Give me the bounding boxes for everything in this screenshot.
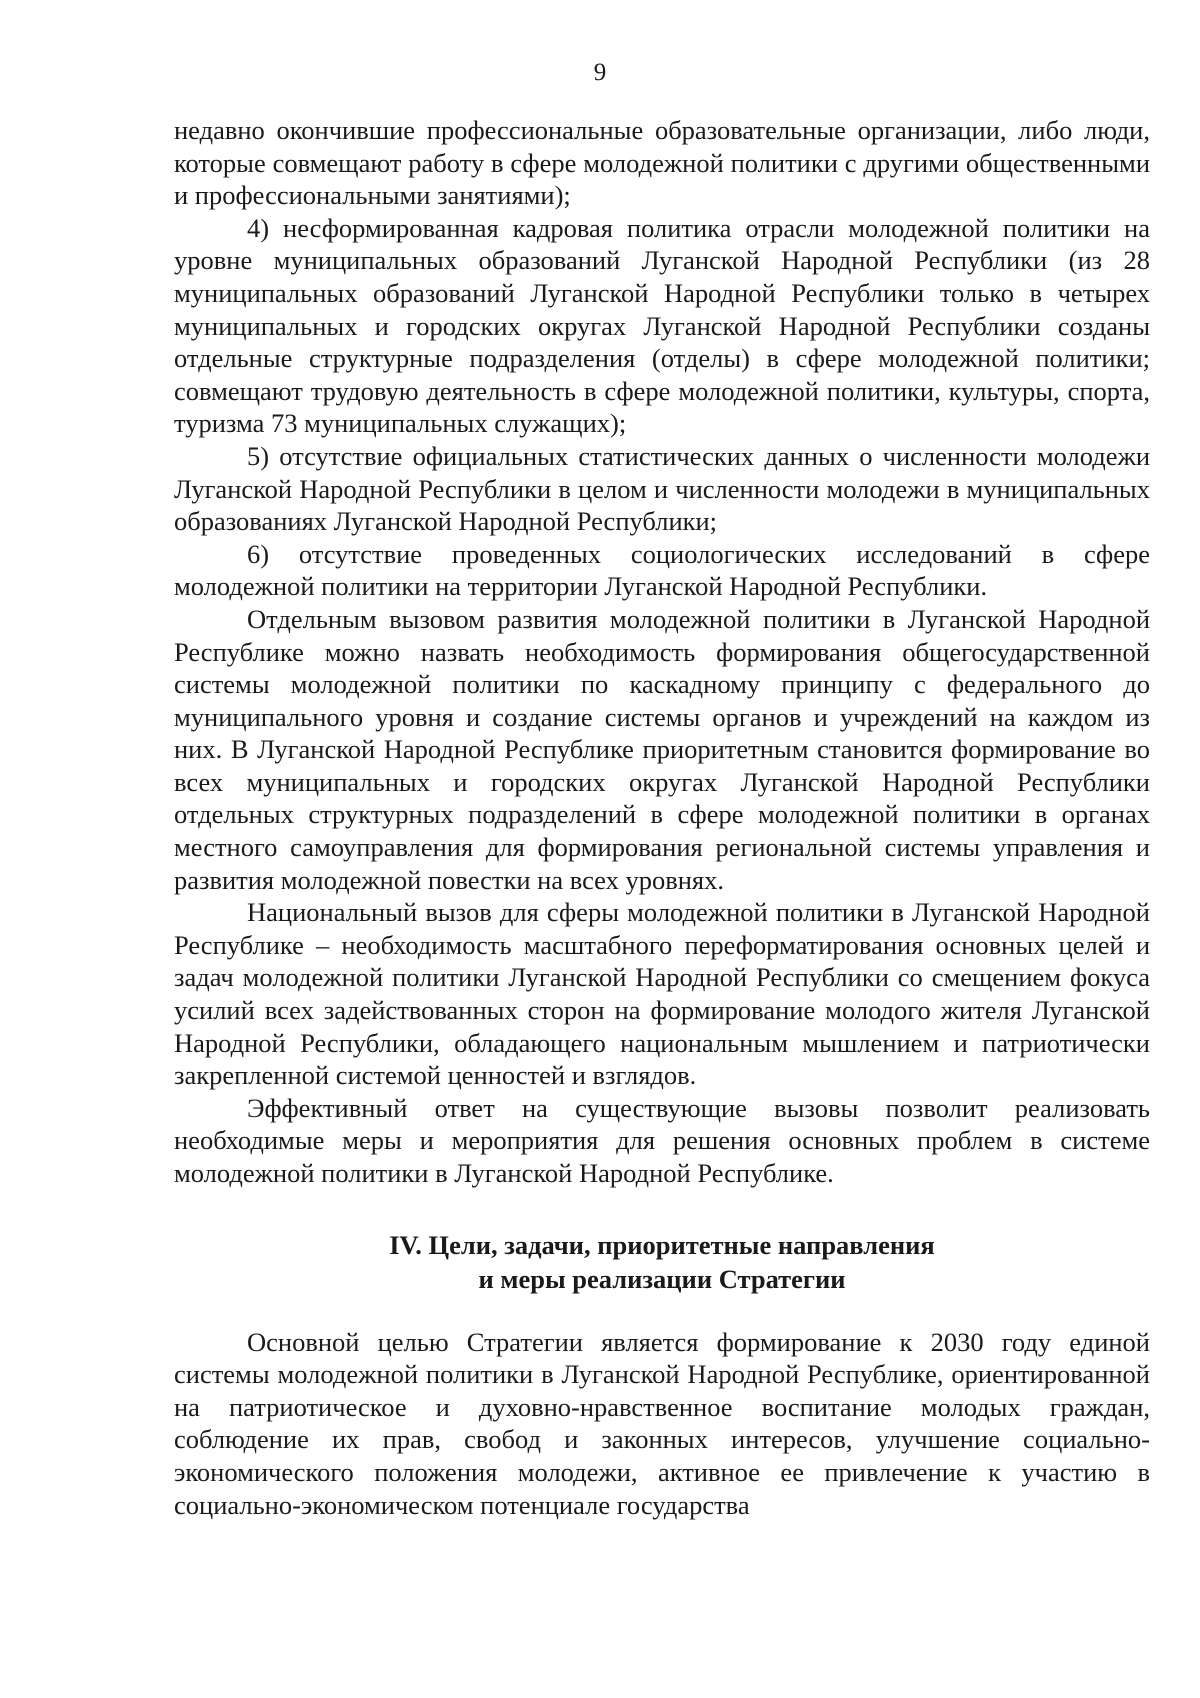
paragraph-continuation: недавно окончившие профессиональные образовательные организации, либо люди, которые совмещают работу в сфере молодежной политики с другими общественными и профессиональными занятиями); [174,115,1150,211]
page-number: 9 [593,59,607,86]
paragraph-national-challenge: Национальный вызов для сферы молодежной политики в Луганской Народной Республике – необходимость масштабного переформатирования основных целей и задач молодежной политики Луганской Народной Республики со смещением фокуса усилий всех задействованных сторон на формирование молодого жителя Луганской Народной Республики, обладающего национальным мышлением и патриотически закрепленной системой ценностей и взглядов. [174,897,1150,1091]
document-body [174,114,1150,1521]
paragraph-item-5: 5) отсутствие официальных статистических данных о численности молодежи Луганской Народной Республики в целом и численности молодежи в муниципальных образованиях Луганской Народной Республики; [174,440,1150,537]
section-heading [174,1228,1150,1296]
paragraph-effective-response: Эффективный ответ на существующие вызовы позволит реализовать необходимые меры и мероприятия для решения основных проблем в системе молодежной политики в Луганской Народной Республике. [174,1092,1150,1188]
paragraph-main-goal: Основной целью Стратегии является формирование к 2030 году единой системы молодежной политики в Луганской Народной Республике, ориентированной на патриотическое и духовно-нравственное воспитание молодых граждан, соблюдение их прав, свобод и законных интересов, улучшение социально-экономического положения молодежи, активное ее привлечение к участию в социально-экономическом потенциале государства [174,1326,1150,1520]
section-heading-line-1: IV. Цели, задачи, приоритетные направления [389,1229,935,1260]
paragraph-separate-challenge: Отдельным вызовом развития молодежной политики в Луганской Народной Республике можно назвать необходимость формирования общегосударственной системы молодежной политики по каскадному принципу с федерального до муниципального уровня и создание системы органов и учреждений на каждом из них. В Луганской Народной Республике приоритетным становится формирование во всех муниципальных и городских округах Луганской Народной Республики отдельных структурных подразделений в сфере молодежной политики в органах местного самоуправления для формирования региональной системы управления и развития молодежной повестки на всех уровнях. [174,603,1150,895]
paragraph-item-6: 6) отсутствие проведенных социологических исследований в сфере молодежной политики на территории Луганской Народной Республики. [174,538,1150,602]
section-heading-line-2: и меры реализации Стратегии [478,1263,846,1294]
paragraph-item-4: 4) несформированная кадровая политика отрасли молодежной политики на уровне муниципальных образований Луганской Народной Республики (из 28 муниципальных образований Луганской Народной Республики только в четырех муниципальных и городских округах Луганской Народной Республики созданы отдельные структурные подразделения (отделы) в сфере молодежной политики; совмещают трудовую деятельность в сфере молодежной политики, культуры, спорта, туризма 73 муниципальных служащих); [174,212,1150,439]
